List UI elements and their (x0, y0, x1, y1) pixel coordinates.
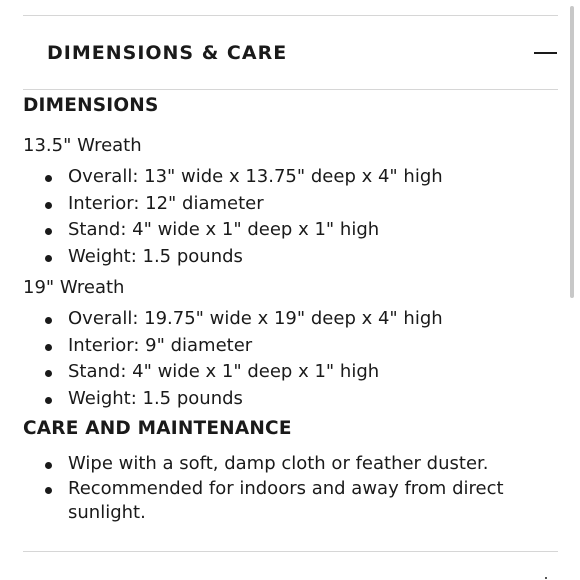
dot-mark (545, 577, 547, 579)
group-title-13-5-wreath: 13.5" Wreath (23, 135, 142, 156)
care-heading: CARE AND MAINTENANCE (23, 418, 292, 439)
dimensions-heading: DIMENSIONS (23, 95, 159, 116)
list-item: Weight: 1.5 pounds (23, 244, 563, 271)
accordion-title: DIMENSIONS & CARE (47, 42, 288, 64)
spec-list-13-5-wreath (23, 164, 563, 270)
list-item: Interior: 12" diameter (23, 191, 563, 218)
list-item: Overall: 19.75" wide x 19" deep x 4" high (23, 306, 563, 333)
care-list (23, 452, 563, 526)
scrollbar[interactable] (570, 6, 574, 298)
list-item: Stand: 4" wide x 1" deep x 1" high (23, 359, 563, 386)
list-item: Weight: 1.5 pounds (23, 386, 563, 413)
list-item: Recommended for indoors and away from direct sunlight. (23, 477, 528, 526)
spec-list-19-wreath (23, 306, 563, 412)
list-item: Stand: 4" wide x 1" deep x 1" high (23, 217, 563, 244)
header-divider (23, 89, 558, 90)
list-item: Overall: 13" wide x 13.75" deep x 4" high (23, 164, 563, 191)
accordion-panel (23, 92, 563, 526)
list-item: Interior: 9" diameter (23, 333, 563, 360)
minus-icon[interactable] (534, 52, 557, 54)
bottom-divider (23, 551, 558, 552)
group-title-19-wreath: 19" Wreath (23, 277, 125, 298)
dimensions-care-accordion-header[interactable] (0, 16, 580, 89)
list-item: Wipe with a soft, damp cloth or feather duster. (23, 452, 528, 477)
